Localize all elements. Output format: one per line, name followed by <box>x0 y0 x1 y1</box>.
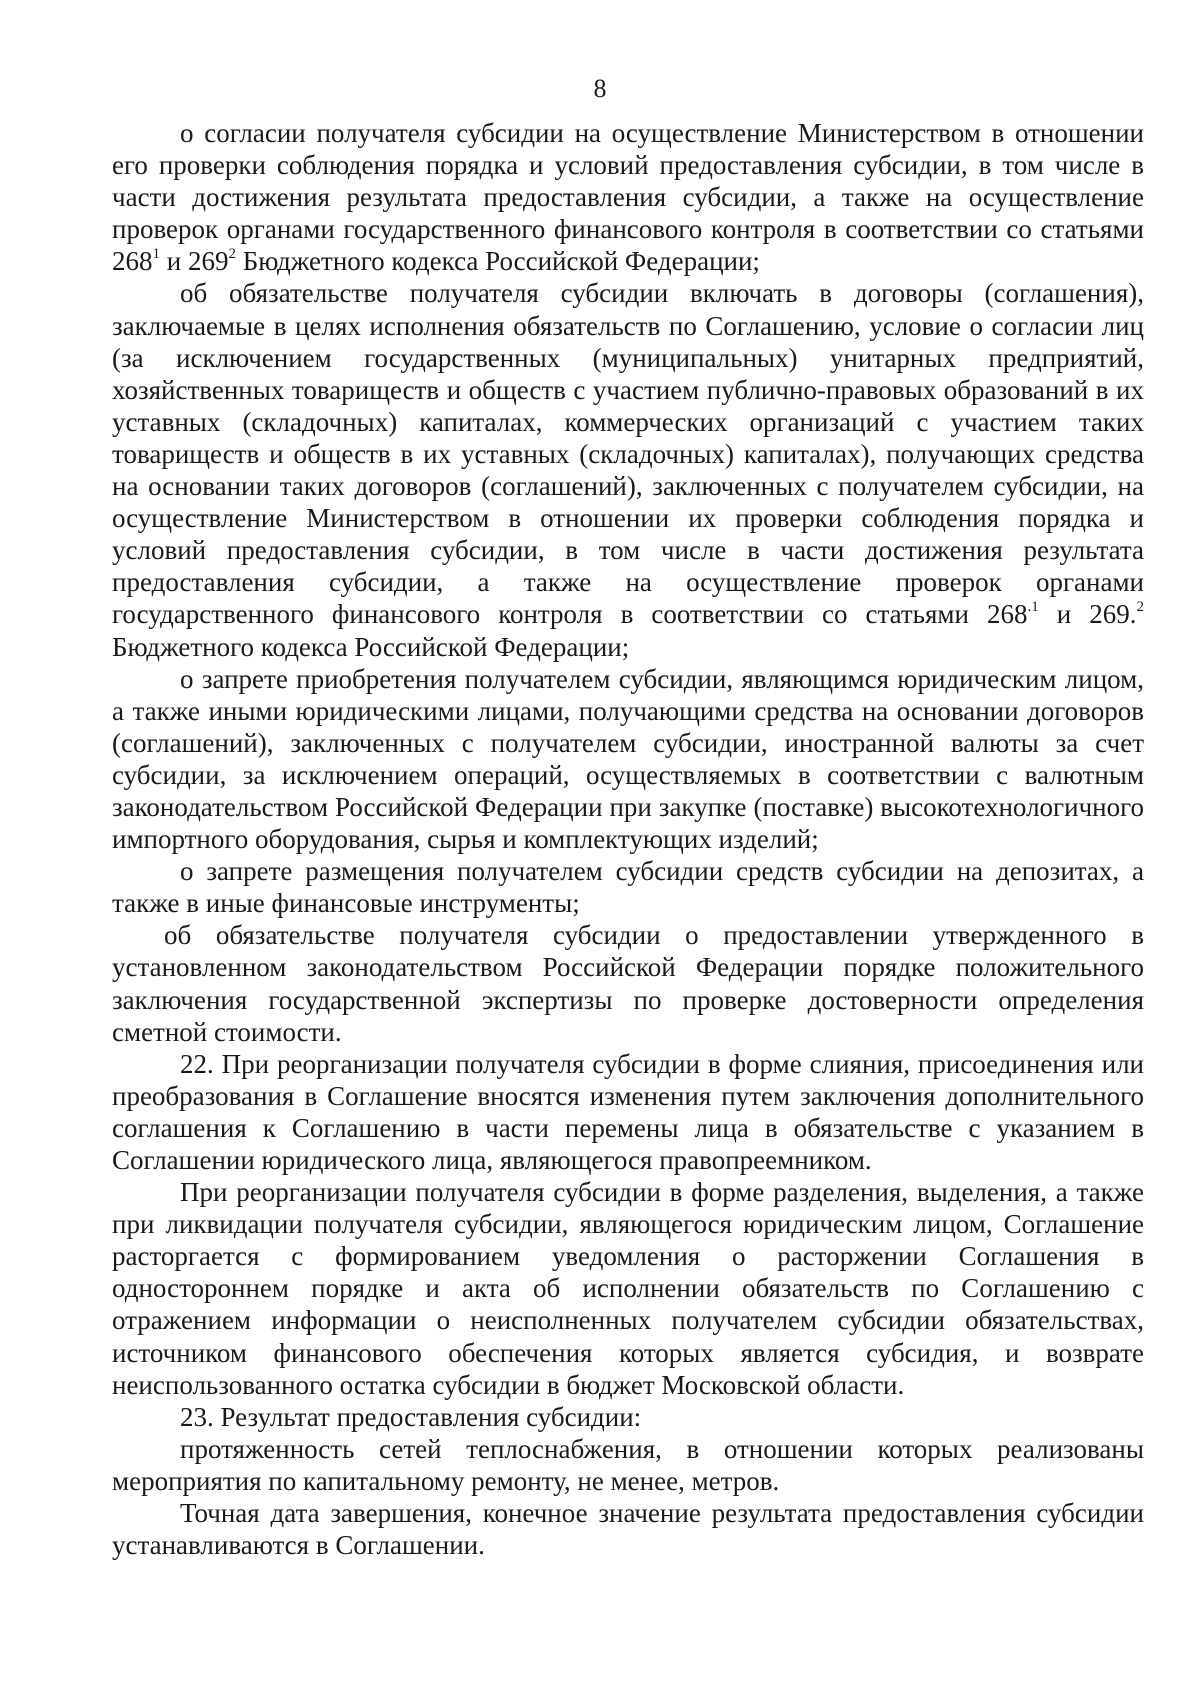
paragraph-text: и 269 <box>160 246 229 277</box>
page-number: 8 <box>593 74 607 103</box>
superscript: .1 <box>1027 599 1039 616</box>
paragraph-currency-ban: о запрете приобретения получателем субсидии, являющимся юридическим лицом, а также иными юридическими лицами, получающими средства на основании договоров (соглашений), заключенных с получателем субсидии, иностранной валюты за счет субсидии, за исключением операций, осуществляемых в соответствии с валютным законодательством Российской Федерации при закупке (поставке) высокотехнологичного импортного оборудования, сырья и комплектующих изделий; <box>112 663 1144 855</box>
document-body <box>112 117 1144 1561</box>
paragraph-consent-inspection <box>112 117 1144 277</box>
superscript: 2 <box>1136 599 1144 616</box>
paragraph-result-date: Точная дата завершения, конечное значение результата предоставления субсидии устанавливаются в Соглашении. <box>112 1498 1144 1561</box>
paragraph-contract-obligation <box>112 277 1144 662</box>
paragraph-22-reorganization: 22. При реорганизации получателя субсидии в форме слияния, присоединения или преобразования в Соглашение вносятся изменения путем заключения дополнительного соглашения к Соглашению в части перемены лица в обязательстве с указанием в Соглашении юридического лица, являющегося правопреемником. <box>112 1048 1144 1175</box>
paragraph-text: об обязательстве получателя субсидии включать в договоры (соглашения), заключаемые в целях исполнения обязательств по Соглашению, условие о согласии лиц (за исключением государственных (муниципальных) унитарных предприятий, хозяйственных товариществ и обществ с участием публично-правовых образований в их уставных (складочных) капиталах, коммерческих организаций с участием таких товариществ и обществ в их уставных (складочных) капиталах), получающих средства на основании таких договоров (соглашений), заключенных с получателем субсидии, на осуществление Министерством в отношении их проверки соблюдения порядка и условий предоставления субсидии, в том числе в части достижения результата предоставления субсидии, а также на осуществление проверок органами государственного финансового контроля в соответствии со статьями 268 <box>112 278 1144 630</box>
paragraph-23-result: 23. Результат предоставления субсидии: <box>180 1401 642 1432</box>
paragraph-deposit-ban: о запрете размещения получателем субсидии средств субсидии на депозитах, а также в иные финансовые инструменты; <box>112 856 1144 919</box>
paragraph-text: Бюджетного кодекса Российской Федерации; <box>112 631 630 662</box>
paragraph-text: о согласии получателя субсидии на осуществление Министерством в отношении его проверки соблюдения порядка и условий предоставления субсидии, в том числе в части достижения результата предоставления субсидии, а также на осуществление проверок органами государственного финансового контроля в соответствии со статьями 268 <box>112 118 1144 277</box>
paragraph-termination: При реорганизации получателя субсидии в форме разделения, выделения, а также при ликвидации получателя субсидии, являющегося юридическим лицом, Соглашение расторгается с формированием уведомления о расторжении Соглашения в одностороннем порядке и акта об исполнении обязательств по Соглашению с отражением информации о неисполненных получателем субсидии обязательствах, источником финансового обеспечения которых является субсидия, и возврате неиспользованного остатка субсидии в бюджет Московской области. <box>112 1177 1144 1400</box>
paragraph-text: и 269. <box>1038 599 1137 630</box>
paragraph-result-indicator: протяженность сетей теплоснабжения, в отношении которых реализованы мероприятия по капитальному ремонту, не менее, метров. <box>112 1433 1144 1496</box>
superscript: 2 <box>228 246 236 263</box>
superscript: 1 <box>152 246 160 263</box>
paragraph-expertise-obligation: об обязательстве получателя субсидии о предоставлении утвержденного в установленном законодательством Российской Федерации порядке положительного заключения государственной экспертизы по проверке достоверности определения сметной стоимости. <box>112 920 1144 1047</box>
paragraph-text: Бюджетного кодекса Российской Федерации; <box>235 246 760 277</box>
